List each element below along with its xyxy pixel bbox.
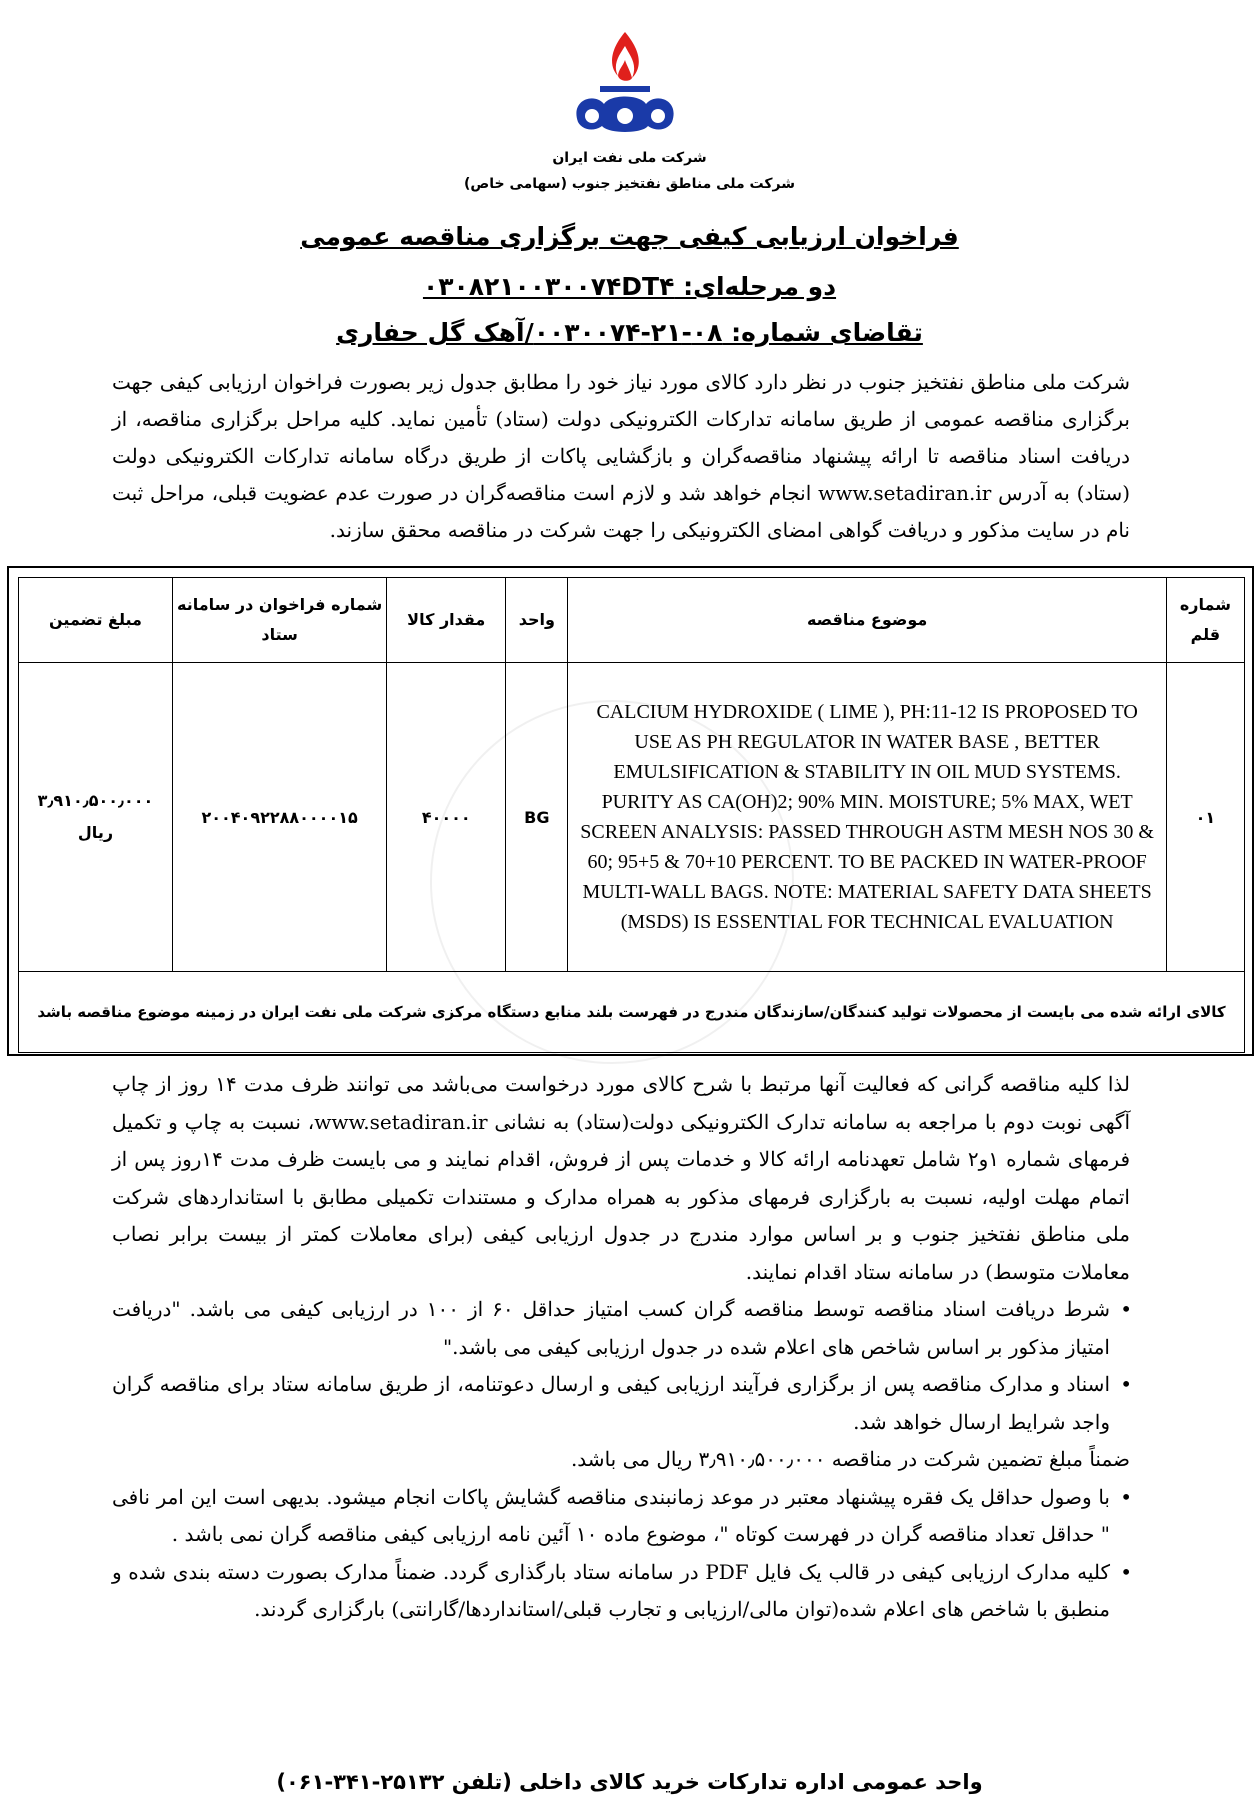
intro-paragraph: شرکت ملی مناطق نفتخیز جنوب در نظر دارد کالای مورد نیاز خود را مطابق جدول زیر بصورت فراخوان ارزیابی کیفی جهت برگزاری مناقصه عمومی از طریق سامانه تدارکات الکترونیکی دولت (ستاد) تأمین نماید. کلیه مراحل برگزاری مناقصه، از دریافت اسناد مناقصه تا ارائه پیشنهاد مناقصه‌گران و بازگشایی پاکات از طریق درگاه سامانه تدارکات الکترونیکی دولت (ستاد) به آدرس www.setadiran.ir انجام خواهد شد و لازم است مناقصه‌گران در صورت عدم عضویت قبلی، مراحل ثبت نام در سایت مذکور و دریافت گواهی امضای الکترونیکی را جهت شرکت در مناقصه محقق سازند. — [112, 370, 1131, 542]
table-row — [19, 663, 1245, 972]
table-note-row — [19, 972, 1245, 1053]
guarantee-paragraph: ضمناً مبلغ تضمین شرکت در مناقصه ۳٫۹۱۰٫۵۰۰٫۰۰۰ ریال می باشد. — [570, 1447, 1130, 1471]
cell-unit: BG — [506, 663, 568, 972]
tender-table-frame — [7, 566, 1254, 1056]
nioc-logo — [560, 30, 690, 140]
bullet-pdf-upload: • کلیه مدارک ارزیابی کیفی در قالب یک فایل PDF در سامانه ستاد بارگذاری گردد. ضمناً مدارک بصورت دسته بندی شده و منطبق با شاخص های اعلام شده(توان مالی/ارزیابی و تجارب قبلی/استانداردها/گارانتی) بارگزاری گردند. — [112, 1554, 1130, 1629]
notice-title: فراخوان ارزیابی کیفی جهت برگزاری مناقصه عمومی — [300, 222, 959, 251]
bullet-min-score: • شرط دریافت اسناد مناقصه توسط مناقصه گران کسب امتیاز حداقل ۶۰ از ۱۰۰ در ارزیابی کیفی می باشد. "دریافت امتیاز مذکور بر اساس شاخص های اعلام شده در جدول ارزیابی کیفی می باشد." — [112, 1291, 1130, 1366]
cell-call-no: ۲۰۰۴۰۹۲۲۸۸۰۰۰۰۱۵ — [172, 663, 386, 972]
header-item-no: شماره قلم — [1166, 578, 1244, 663]
footer-contact: واحد عمومی اداره تدارکات خرید کالای داخلی (تلفن ۲۵۱۳۲-۳۴۱-۰۶۱) — [276, 1770, 983, 1794]
cell-quantity: ۴۰۰۰۰ — [387, 663, 506, 972]
conditions-paragraph: لذا کلیه مناقصه گرانی که فعالیت آنها مرتبط با شرح کالای مورد درخواست می‌باشد می توانند ظرف مدت ۱۴ روز از چاپ آگهی نوبت دوم با مراجعه به سامانه تدارک الکترونیکی دولت(ستاد) به نشانی www.setadiran.ir، نسبت به چاپ و تکمیل فرمهای شماره ۱و۲ شامل تعهدنامه ارائه کالا و خدمات پس از فروش، اقدام نمایند و می بایست ظرف مدت ۱۴روز پس از اتمام مهلت اولیه، نسبت به بارگزاری فرمهای مذکور به همراه مدارک و مستندات تکمیلی مطابق با استانداردهای شرکت ملی مناطق نفتخیز جنوب و بر اساس موارد مندرج در جدول ارزیابی کیفی (برای معاملات کمتر از بیست برابر نصاب معاملات متوسط) در سامانه ستاد اقدام نمایند. — [112, 1072, 1131, 1284]
stage-line: دو مرحله‌ای: ۰۳۰۸۲۱۰۰۳۰۰۷۴DT۴ — [422, 272, 837, 301]
header-call-no: شماره فراخوان در سامانه ستاد — [172, 578, 386, 663]
company-name: شرکت ملی نفت ایران — [552, 150, 707, 166]
cell-subject: CALCIUM HYDROXIDE ( LIME ), PH:11-12 IS PROPOSED TO USE AS PH REGULATOR IN WATER BASE , BETTER EMULSIFICATION & STABILITY IN OIL MUD SYSTEMS. PURITY AS CA(OH)2; 90% MIN. MOISTURE; 5% MAX, WET SCREEN ANALYSIS: PASSED THROUGH ASTM MESH NOS 30 & 60; 95+5 & 70+10 PERCENT. TO BE PACKED IN WATER-PROOF MULTI-WALL BAGS. NOTE: MATERIAL SAFETY DATA SHEETS (MSDS) IS ESSENTIAL FOR TECHNICAL EVALUATION — [568, 663, 1166, 972]
table-note: کالای ارائه شده می بایست از محصولات تولید کنندگان/سازندگان مندرج در فهرست بلند منابع دستگاه مرکزی شرکت ملی نفت ایران در زمینه موضوع مناقصه باشد — [19, 972, 1245, 1053]
header-quantity: مقدار کالا — [387, 578, 506, 663]
request-line: تقاضای شماره: ۰۸-۲۱-۰۰۳۰۰۷۴/آهک گل حفاری — [336, 318, 923, 347]
cell-item-no: ۰۱ — [1166, 663, 1244, 972]
tender-table — [18, 577, 1245, 1053]
table-header-row — [19, 578, 1245, 663]
bullet-single-bid: • با وصول حداقل یک فقره پیشنهاد معتبر در موعد زمانبندی مناقصه گشایش پاکات انجام میشود. بدیهی است این امر نافی " حداقل تعداد مناقصه گران در فهرست کوتاه "، موضوع ماده ۱۰ آئین نامه ارزیابی کیفی مناقصه گران نمی باشد . — [112, 1479, 1130, 1554]
cell-guarantee: ۳٫۹۱۰٫۵۰۰٫۰۰۰ ریال — [19, 663, 173, 972]
bullet-documents: • اسناد و مدارک مناقصه پس از برگزاری فرآیند ارزیابی کیفی و ارسال دعوتنامه، از طریق سامانه ستاد برای مناقصه گران واجد شرایط ارسال خواهد شد. — [112, 1366, 1130, 1441]
conditions-section — [112, 1066, 1130, 1629]
subsidiary-name: شرکت ملی مناطق نفتخیز جنوب (سهامی خاص) — [464, 176, 795, 192]
header-unit: واحد — [506, 578, 568, 663]
header-guarantee: مبلغ تضمین — [19, 578, 173, 663]
header-subject: موضوع مناقصه — [568, 578, 1166, 663]
